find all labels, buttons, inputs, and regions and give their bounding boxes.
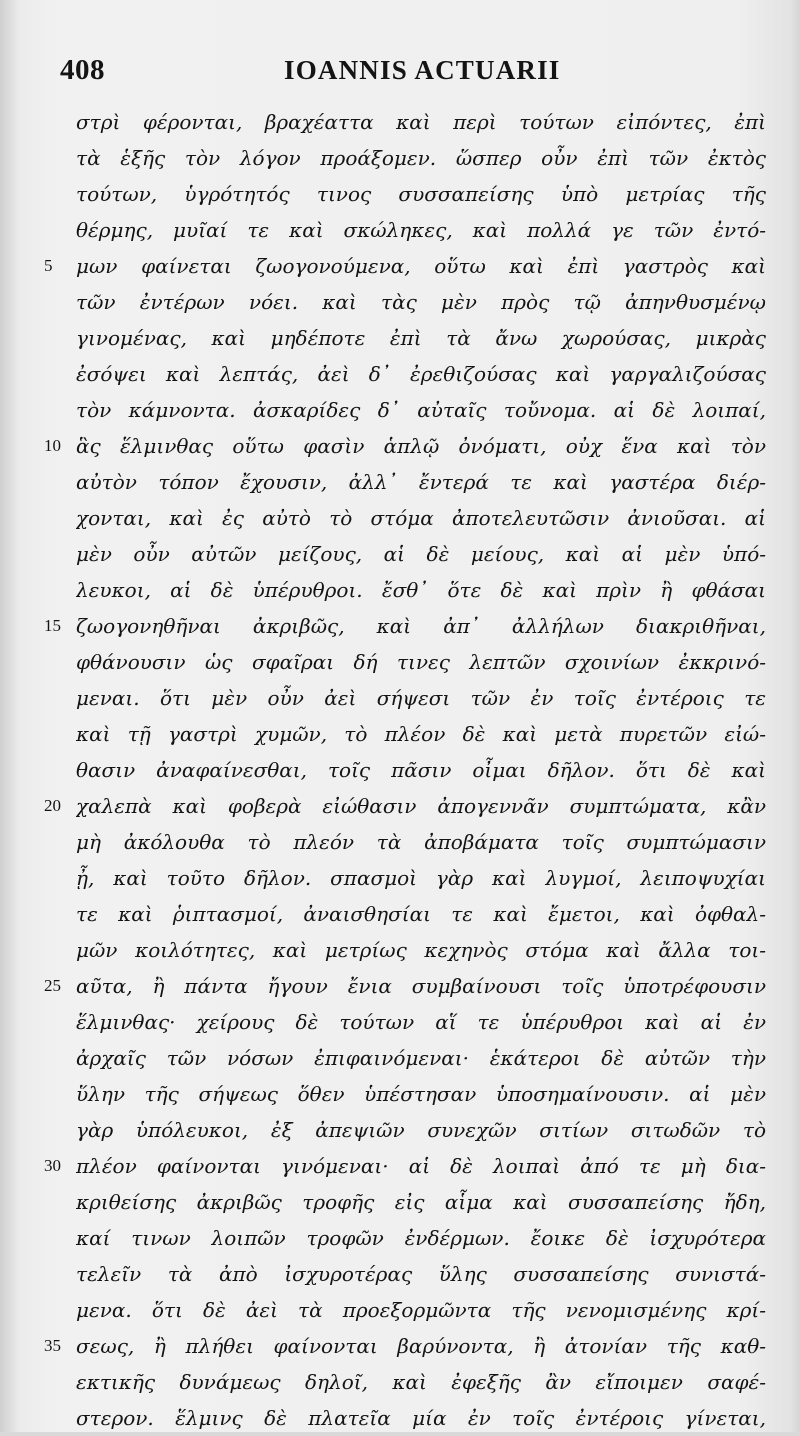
line-text: τῶν ἐντέρων νόει. καὶ τὰς μὲν πρὸς τῷ ἀπηνθυσμένῳ <box>76 290 766 314</box>
text-line <box>0 464 800 500</box>
line-number: 10 <box>44 436 61 455</box>
text-line <box>0 284 800 320</box>
line-text: μενα. ὅτι δὲ ἀεὶ τὰ προεξορμῶντα τῆς νενομισμένης κρί- <box>76 1298 766 1322</box>
line-text: χαλεπὰ καὶ φοβερὰ εἰώθασιν ἀπογεννᾶν συμπτώματα, κἂν <box>76 794 766 818</box>
line-number: 5 <box>44 256 53 275</box>
text-line <box>0 644 800 680</box>
line-number: 30 <box>44 1156 61 1175</box>
text-line <box>0 140 800 176</box>
text-line <box>0 968 800 1004</box>
text-line <box>0 1148 800 1184</box>
line-text: θασιν ἀναφαίνεσθαι, τοῖς πᾶσιν οἶμαι δῆλον. ὅτι δὲ καὶ <box>76 758 766 782</box>
text-line <box>0 608 800 644</box>
text-line <box>0 1364 800 1400</box>
text-line <box>0 500 800 536</box>
body-text <box>0 104 800 1436</box>
line-text: ζωογονηθῆναι ἀκριβῶς, καὶ ἀπ᾽ ἀλλήλων διακριθῆναι, <box>76 614 766 638</box>
line-text: τούτων, ὑγρότητός τινος συσσαπείσης ὑπὸ μετρίας τῆς <box>76 182 766 206</box>
text-line <box>0 356 800 392</box>
text-line <box>0 824 800 860</box>
line-text: στρὶ φέρονται, βραχέαττα καὶ περὶ τούτων εἰπόντες, ἐπὶ <box>76 110 766 134</box>
line-text: πλέον φαίνονται γινόμεναι· αἱ δὲ λοιπαὶ ἀπό τε μὴ δια- <box>76 1154 766 1178</box>
line-text: εκτικῆς δυνάμεως δηλοῖ, καὶ ἐφεξῆς ἂν εἴποιμεν σαφέ- <box>76 1370 766 1394</box>
text-line <box>0 1256 800 1292</box>
text-line <box>0 1292 800 1328</box>
line-text: τὰ ἑξῆς τὸν λόγον προάξομεν. ὥσπερ οὖν ἐπὶ τῶν ἐκτὸς <box>76 146 766 170</box>
line-text: σεως, ἢ πλήθει φαίνονται βαρύνοντα, ἢ ἀτονίαν τῆς καθ- <box>76 1334 766 1358</box>
line-number: 35 <box>44 1336 61 1355</box>
text-line <box>0 1400 800 1436</box>
line-text: μῶν κοιλότητες, καὶ μετρίως κεχηνὸς στόμα καὶ ἄλλα τοι- <box>76 938 766 962</box>
line-text: τελεῖν τὰ ἀπὸ ἰσχυροτέρας ὕλης συσσαπείσης συνιστά- <box>76 1262 766 1286</box>
line-text: ᾖ, καὶ τοῦτο δῆλον. σπασμοὶ γὰρ καὶ λυγμοί, λειποψυχίαι <box>76 866 766 890</box>
text-line <box>0 788 800 824</box>
text-line <box>0 1112 800 1148</box>
running-head: IOANNIS ACTUARII <box>284 55 561 85</box>
text-line <box>0 1004 800 1040</box>
text-line <box>0 752 800 788</box>
text-line <box>0 392 800 428</box>
line-text: ἕλμινθας· χείρους δὲ τούτων αἵ τε ὑπέρυθροι καὶ αἱ ἐν <box>76 1010 766 1034</box>
text-line <box>0 248 800 284</box>
line-text: αὐτὸν τόπον ἔχουσιν, ἀλλ᾽ ἔντερά τε καὶ γαστέρα διέρ- <box>76 470 766 494</box>
line-text: μὲν οὖν αὐτῶν μείζους, αἱ δὲ μείους, καὶ αἱ μὲν ὑπό- <box>76 542 766 566</box>
line-text: χονται, καὶ ἐς αὐτὸ τὸ στόμα ἀποτελευτῶσιν ἀνιοῦσαι. αἱ <box>76 506 766 530</box>
text-line <box>0 212 800 248</box>
text-line <box>0 860 800 896</box>
line-text: τὸν κάμνοντα. ἀσκαρίδες δ᾽ αὐταῖς τοὔνομα. αἱ δὲ λοιπαί, <box>76 398 766 422</box>
line-text: καί τινων λοιπῶν τροφῶν ἐνδέρμων. ἔοικε δὲ ἰσχυρότερα <box>76 1226 766 1250</box>
text-line <box>0 428 800 464</box>
text-line <box>0 1328 800 1364</box>
line-text: ἐσόψει καὶ λεπτάς, ἀεὶ δ᾽ ἐρεθιζούσας καὶ γαργαλιζούσας <box>76 362 766 386</box>
line-text: καὶ τῇ γαστρὶ χυμῶν, τὸ πλέον δὲ καὶ μετὰ πυρετῶν εἰώ- <box>76 722 766 746</box>
text-line <box>0 1184 800 1220</box>
page-number: 408 <box>60 54 105 86</box>
text-line <box>0 176 800 212</box>
text-line <box>0 896 800 932</box>
text-line <box>0 320 800 356</box>
text-line <box>0 680 800 716</box>
line-text: στερον. ἕλμινς δὲ πλατεῖα μία ἐν τοῖς ἐντέροις γίνεται, <box>76 1406 766 1430</box>
line-text: γὰρ ὑπόλευκοι, ἐξ ἀπεψιῶν συνεχῶν σιτίων σιτωδῶν τὸ <box>76 1118 766 1142</box>
text-line <box>0 572 800 608</box>
line-text: μεναι. ὅτι μὲν οὖν ἀεὶ σήψεσι τῶν ἐν τοῖς ἐντέροις τε <box>76 686 766 710</box>
text-line <box>0 1076 800 1112</box>
line-text: ἀρχαῖς τῶν νόσων ἐπιφαινόμεναι· ἑκάτεροι δὲ αὐτῶν τὴν <box>76 1046 766 1070</box>
text-line <box>0 932 800 968</box>
line-text: κριθείσης ἀκριβῶς τροφῆς εἰς αἷμα καὶ συσσαπείσης ἤδη, <box>76 1190 766 1214</box>
line-text: φθάνουσιν ὡς σφαῖραι δή τινες λεπτῶν σχοινίων ἐκκρινό- <box>76 650 766 674</box>
line-text: μὴ ἀκόλουθα τὸ πλεόν τὰ ἀποβάματα τοῖς συμπτώμασιν <box>76 830 766 854</box>
line-text: ἃς ἕλμινθας οὕτω φασὶν ἁπλῷ ὀνόματι, οὐχ ἕνα καὶ τὸν <box>76 434 766 458</box>
text-line <box>0 536 800 572</box>
line-number: 25 <box>44 976 61 995</box>
text-line <box>0 104 800 140</box>
line-text: αῦτα, ἢ πάντα ἤγουν ἔνια συμβαίνουσι τοῖς ὑποτρέφουσιν <box>76 974 766 998</box>
text-line <box>0 1040 800 1076</box>
line-number: 15 <box>44 616 61 635</box>
text-line <box>0 1220 800 1256</box>
line-number: 20 <box>44 796 61 815</box>
line-text: ὕλην τῆς σήψεως ὅθεν ὑπέστησαν ὑποσημαίνουσιν. αἱ μὲν <box>76 1082 766 1106</box>
text-line <box>0 716 800 752</box>
line-text: τε καὶ ῥιπτασμοί, ἀναισθησίαι τε καὶ ἔμετοι, καὶ ὀφθαλ- <box>76 902 766 926</box>
line-text: μων φαίνεται ζωογονούμενα, οὕτω καὶ ἐπὶ γαστρὸς καὶ <box>76 254 766 278</box>
line-text: γινομένας, καὶ μηδέποτε ἐπὶ τὰ ἄνω χωρούσας, μικρὰς <box>76 326 766 350</box>
line-text: θέρμης, μυῖαί τε καὶ σκώληκες, καὶ πολλά γε τῶν ἐντό- <box>76 218 766 242</box>
line-text: λευκοι, αἱ δὲ ὑπέρυθροι. ἔσθ᾽ ὅτε δὲ καὶ πρὶν ἢ φθάσαι <box>76 578 766 602</box>
page-header <box>60 50 740 90</box>
